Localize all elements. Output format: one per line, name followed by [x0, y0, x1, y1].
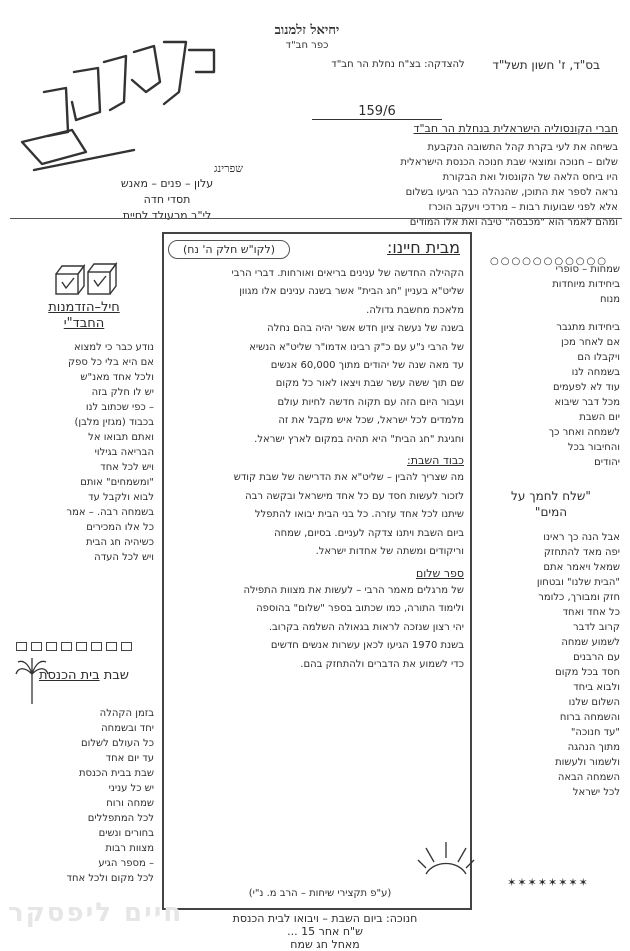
right-line: "הבית שלנו" ובטחון — [536, 577, 620, 588]
bottom-note-line: חנוכה: ביום השבת – ויבואו לבית הכנסת — [232, 912, 418, 925]
bulletin-line: אלא לפני שבועות רבות – מרדכי ויעקב הוכרז — [428, 202, 618, 213]
left-line: כל אלו המכירים — [86, 522, 154, 533]
right-line: אם לאחר מכן — [560, 337, 620, 348]
bulletin-line: נראה לספר את התוכן, שהנהלה כבר הגיעו בשלום — [405, 187, 618, 198]
main-para3-line: ולימוד התורה, כמו שכתוב בספר "שלום" בהוספה — [256, 603, 464, 615]
rubber-stamp — [232, 22, 382, 51]
main-article-tag: (לקו"ש חלק ה' נח) — [168, 240, 290, 259]
left-line: – כפי שכתוב לנו — [85, 402, 154, 413]
intro-note: להצדקה: בצ"ח נחלת הר חב"ד — [331, 59, 465, 70]
bulletin-body — [200, 140, 618, 230]
logo-subtitle-line: עלון – פנים – מאנש — [120, 177, 214, 190]
stamp-name: יחיאל זלמנוב — [274, 23, 340, 38]
right-heading2-line: המים" — [534, 505, 568, 519]
bulletin-line: היו ביחס הלאה של הקונסול ואת הבקורת — [442, 172, 618, 183]
header-divider — [10, 218, 622, 219]
right-line: והשמחה ברוח — [559, 712, 620, 723]
main-intro-line: מלאכת מחשבת גדולה. — [366, 304, 464, 316]
main-article-signature: (ע"פ תקצירי שיחות – הרב מ. נ"י) — [248, 888, 392, 899]
right-column-body — [480, 320, 620, 470]
main-para1-line: ועבור היום הזה עם תקוה חדשה לחיות עולם — [277, 396, 464, 408]
main-intro-line: שליט"א בעניין "חג הבית" אשר בשנה ענינים אלו מגוון — [239, 286, 464, 298]
newsletter-logo — [14, 32, 244, 182]
main-para1-line: שם תוך ששה עשר שבת ויצאו לאור כל מקום — [275, 378, 464, 390]
right-line: ביחידות מתגבר — [556, 322, 620, 333]
main-para3-line: כדי לשמוע את הדברים ולהתחזק בהם. — [300, 658, 464, 670]
right-heading2-line: "שלח לחמך על — [511, 489, 591, 503]
right-line: לשמוע שמחה — [561, 637, 620, 648]
sun-rays-icon — [416, 838, 476, 878]
bulletin-line: ומהם לאמר הוא "מכבסה" טיבה ואת אלו המודים — [409, 217, 618, 228]
left-line: שבת בבית הכנסת — [78, 768, 154, 779]
main-para3-line: בשנת 1970 הגיעו לכאן עשרות אנשים חדשים — [270, 640, 464, 652]
main-para1-line: מלמדים לכל ישראל, שכל איש מקבל את זה — [278, 415, 464, 427]
decorative-stars: ✶✶✶✶✶✶✶✶ — [507, 876, 589, 889]
right-line: השמחה הבאה — [557, 772, 620, 783]
bulletin-line: בשיחה את לעי בקרת קהל התשובה הנקבעת — [427, 142, 618, 153]
main-article-body — [170, 266, 464, 675]
left-line: ויש לכל אחד — [100, 462, 154, 473]
left-line: יש לו חלק בזה — [91, 387, 154, 398]
right-line: השלום שלנו — [568, 697, 620, 708]
reference-number: 159/6 — [312, 104, 442, 120]
left-line: "ומשמחים" אותם — [80, 477, 154, 488]
right-line: ויקבלו הם — [577, 352, 620, 363]
main-para2-line: שיתנו לכל אחד עזרה. כל בני הבית יבואו להתפלל — [254, 509, 464, 521]
main-article-title: מבית חיינו: — [386, 238, 460, 257]
main-para2-line: וריקודים ומשתה של אחדות ישראל. — [315, 546, 464, 558]
main-subheading: ספר שלום — [415, 566, 464, 580]
left-column-body-2 — [12, 706, 154, 886]
main-para1-line: וחגיגת "חג הבית" היא תהיה במקום לארץ ישראל. — [254, 433, 464, 445]
right-line: אבל הנה כך ראינו — [543, 532, 620, 543]
right-heading-line: מנוח — [599, 294, 620, 305]
main-subheading: כבוד השבת: — [407, 454, 464, 468]
main-para2-line: מה שצריך להבין – שליט"א את הדרישה של שבת קודש — [233, 472, 464, 484]
main-para3-line: של מרגלים מאמר הרבי – לעשות את מצוות התפילה — [243, 584, 464, 596]
right-line: ולשמור ולעשות — [555, 757, 620, 768]
right-heading-line: ביחידות מיוחדות — [552, 279, 620, 290]
right-line: מכל דבר שיבוא — [554, 397, 620, 408]
bottom-note-line: מאחל חג שמח — [290, 938, 360, 951]
decorative-squares — [16, 636, 146, 655]
left-line: בכבוד (מגזין מלבן) — [74, 417, 154, 428]
main-para1-line: עד מאה שנה של יהודים מתוך 60,000 אנשים — [270, 360, 464, 372]
left-line: ואתם תבואו אל — [88, 432, 154, 443]
right-line: מתוך הנהגה — [567, 742, 620, 753]
logo-subtitle-line: תסדי חדה — [143, 193, 191, 206]
bottom-note-line: ש"ח אחר 15 ... — [287, 925, 363, 938]
main-para1-line: של הרבי נ"ע עם כ"ק רבינו אדמו"ר שליט"א הנשיא — [249, 341, 464, 353]
left-line: כל העולם לשלום — [81, 738, 154, 749]
right-line: יום השבת — [579, 412, 620, 423]
main-intro-line: הקהילה החדשה של ענינים בריאים ואורחות. דברי הרבי — [231, 268, 464, 279]
right-column-heading-2 — [486, 488, 616, 520]
right-line: "עד חנוכה" — [570, 727, 620, 738]
left-heading-line: החבד"י — [63, 316, 105, 331]
left-line: לבוא ולקבל עד — [88, 492, 154, 503]
right-line: עם הרבנים — [573, 652, 620, 663]
left-line: לכל המתפללים — [87, 813, 154, 824]
left-line: – מספר הגיע — [98, 858, 154, 869]
decorative-dots: ○○○○○○○○○○○ — [490, 256, 608, 267]
right-line: ולבוא ביחד — [573, 682, 620, 693]
main-para2-line: לזכור לעשות חסד עם כל אחד מישראל ובקשה רבה — [245, 490, 464, 502]
gift-boxes-icon — [50, 262, 120, 298]
right-column-body-2 — [478, 530, 620, 800]
right-line: לכל ישראל — [572, 787, 620, 798]
right-line: לשמחה ואחר כך — [548, 427, 620, 438]
left-line: בזמן הקהלה — [99, 708, 154, 719]
right-line: יפה מאד להתחזק — [543, 547, 620, 558]
left-line: בשמחה רבה. – אמר — [66, 507, 154, 518]
watermark: חיים ליפסקר — [8, 898, 184, 928]
main-para3-line: יהי רצון שנזכה לראות בגאולה השלמה בקרוב. — [268, 621, 464, 633]
right-line: עוד לא לפעמים — [552, 382, 620, 393]
left-line: אם היא בלי כל ספק — [68, 357, 154, 368]
right-line: חזק ומבורך, כלומר — [538, 592, 620, 603]
left-line: ויש לכל העדה — [94, 552, 154, 563]
left-heading2-title: בית הכנסת — [38, 668, 100, 683]
left-column-heading-2 — [14, 668, 154, 683]
left-line: כשיהיה חג הבית — [85, 537, 154, 548]
right-line: כל אחד ואחד — [562, 607, 620, 618]
main-para2-line: ביום השבת ויתנו צדקה לעניים. בסיום, שמחה — [274, 527, 464, 539]
document-date: בס"ד, ז' חשון תשל"ד — [492, 58, 600, 72]
left-heading2-prefix: שבת — [103, 668, 130, 683]
right-column-heading — [480, 262, 620, 307]
right-heading-line: שמחות – סופרי — [555, 264, 620, 275]
left-line: יש כל עניני — [108, 783, 154, 794]
left-line: עד יום אחד — [105, 753, 154, 764]
right-line: שמאל ויאמר אתם — [543, 562, 620, 573]
left-column-body — [12, 340, 154, 565]
left-line: לכל מקום ולכל אחד — [66, 873, 154, 884]
left-line: בחורים ונשים — [98, 828, 154, 839]
right-line: קרוב לדבר — [573, 622, 620, 633]
stamp-place: כפר חב"ד — [285, 40, 329, 51]
left-column-heading — [14, 300, 154, 332]
bulletin-line: שלום – חנוכה ומוצאי שבת חנוכה הכנסת הישראלית — [400, 157, 618, 168]
left-heading-line: חיל–הזדמנות — [48, 300, 120, 315]
left-line: שמחה ורוח — [106, 798, 154, 809]
right-line: בשמחה לנו — [571, 367, 620, 378]
logo-title: שפרינג — [214, 162, 244, 175]
left-line: נודע כבר כי למצוא — [73, 342, 154, 353]
main-para1-line: בשנה של נעשה ציון חדש אשר יהיה בהם נחלה — [267, 323, 464, 335]
left-line: יחד ובשמחה — [101, 723, 154, 734]
left-line: מצוות רבות — [105, 843, 154, 854]
right-line: והחיבור בכל — [567, 442, 620, 453]
left-line: הבריאה בגילוי — [94, 447, 154, 458]
right-line: חסד בכל מקום — [555, 667, 620, 678]
logo-subtitle-line: לי"ב מרעולד לחיית — [122, 209, 212, 222]
left-line: ולכל אחד מאנ"ש — [80, 372, 154, 383]
bulletin-heading: חברי הקונסוליה הישראלית בנחלת הר חב"ד — [413, 122, 618, 135]
right-line: יהודים — [594, 457, 620, 468]
